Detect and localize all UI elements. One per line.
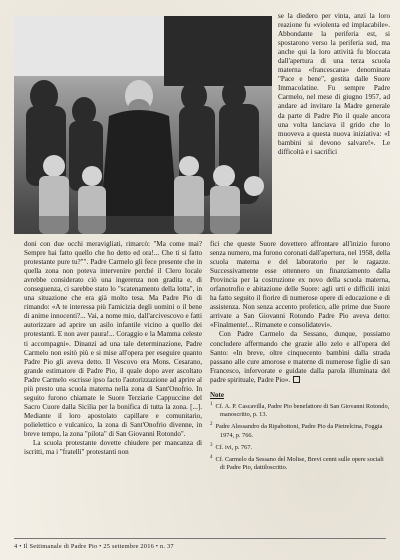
paragraph: doni con due occhi meravigliati, rimarcò: "Ma come mai? Sempre hai fatto quello che ho detto ed ora!... Che ti si fatto protestante pure tu?"". Padre Carmelo gli fece presente che in quella zona non poteva intervenire perché il Clero locale avrebbe considerato ciò una ingerenza non gradita e, di conseguenza, ci sarebbe stato lo "scatenamento della lotta", in una situazione che era già molto tesa. Ma Padre Pio di rimando: «A te interessa più l'amicizia degli uomini o il bene di anime innocenti?... Vai, a nome mio, dall'arcivescovo e fatti autorizzare ad aprire un asilo infantile vicino a quello dei protestanti. E non aver paura!... Coraggio e la Mamma celeste ti accompagni». Dinanzi ad una tale determinazione, Padre Carmelo non esitò più e si mise all'opera per eseguire quanto Padre Pio gli aveva detto. Il Vescovo era Mons. Cesarano, grande estimatore di Padre Pio, il quale dopo aver ascoltato Padre Carmelo «scrisse ipso facto l'autorizzazione ad aprire al più presto una scuola materna nella zona di Sant'Onofrio. In seguito furono chiamate le Suore Terziarie Cappuccine del Sacro Cuore dalla Sicilia per la bonifica di tutta la zona. [...]. Mediante il loro apostolato capillare e comunitario, polielettico e vulcanico, la zona di Sant'Onofrio divenne, in breve tempo, la zona "pilota" di San Giovanni Rotondo". <box>24 240 202 438</box>
note-number: 2 <box>210 422 213 428</box>
photo-padre-pio-with-crowd <box>14 16 272 234</box>
note-number: 1 <box>210 401 213 407</box>
note-item <box>210 454 390 473</box>
column-left <box>24 240 202 457</box>
paragraph-text: Con Padre Carmelo da Sessano, dunque, possiamo concludere affermando che grazie allo zelo e all'opera del Santo: «In breve, oltre cinquecento bambini dalla strada passano alle cure amorose e materne di numerose figlie di san Francesco, infervorate e guidate dalla parola illuminata del padre spirituale, Padre Pio». <box>210 330 390 384</box>
paragraph <box>210 330 390 384</box>
end-of-article-icon <box>293 376 300 383</box>
note-item <box>210 401 390 420</box>
note-text: Cf. Carmelo da Sessano del Molise, Brevi cenni sulle opere sociali di Padre Pio, dattiloscritto. <box>215 456 384 472</box>
notes-title: Note <box>210 390 224 399</box>
paragraph: fici che queste Suore dovettero affrontare all'inizio furono senza numero, ma furono coronati dall'apertura, nel 1958, della scuola materna e del laboratorio per le ragazze. Successivamente esse ottennero un finanziamento dalla Provincia per la costruzione ex novo della scuola materna, orfanotrofio e abitazione delle Suore: agli urti e difficili inizi ha fatto seguito il fiorire di numerose opere di educazione e di assistenza. Non senza accento profetico, alle prime due Suore arrivate a San Giovanni Rotondo Padre Pio aveva detto: «Finalmente!... Rimanete e consolidatevi». <box>210 240 390 330</box>
note-text: Cf. A. P. Cascavilla, Padre Pio benefattore di San Giovanni Rotondo, manoscritto, p. 13. <box>215 402 390 419</box>
paragraph: La scuola protestante dovette chiudere per mancanza di iscritti, ma i "fratelli" protestanti non <box>24 439 202 457</box>
note-item <box>210 421 390 440</box>
page-footer: 4 • Il Settimanale di Padre Pio • 25 settembre 2016 • n. 37 <box>14 543 174 550</box>
note-number: 3 <box>210 442 213 448</box>
column-right-top <box>278 12 390 157</box>
paragraph: se la diedero per vinta, anzi la loro reazione fu «violenta ed implacabile». Abbondante la periferia est, si spostarono verso la periferia sud, ma anche qui la loro attività fu bloccata dall'apertura di una terza scuola materna «francescana» denominata "Pace e bene", gestita dalle Suore Immacolatine. Fu sempre Padre Carmelo, nel mese di giugno 1957, ad andare ad invitare la Madre generale da parte di Padre Pio il quale ancora una volta lanciava il grido che lo muoveva a questa nuova iniziativa: «I bambini si devono salvare!». Le difficoltà e i sacrifici <box>278 12 390 156</box>
footer-divider <box>14 538 386 539</box>
note-text: Cf. ivi, p. 767. <box>215 443 253 451</box>
column-right-bottom <box>210 240 390 475</box>
note-number: 4 <box>210 455 213 461</box>
note-text: Padre Alessandro da Ripabottoni, Padre Pio da Pietrelcina, Foggia 1974, p. 766. <box>215 423 383 439</box>
note-item <box>210 442 390 452</box>
